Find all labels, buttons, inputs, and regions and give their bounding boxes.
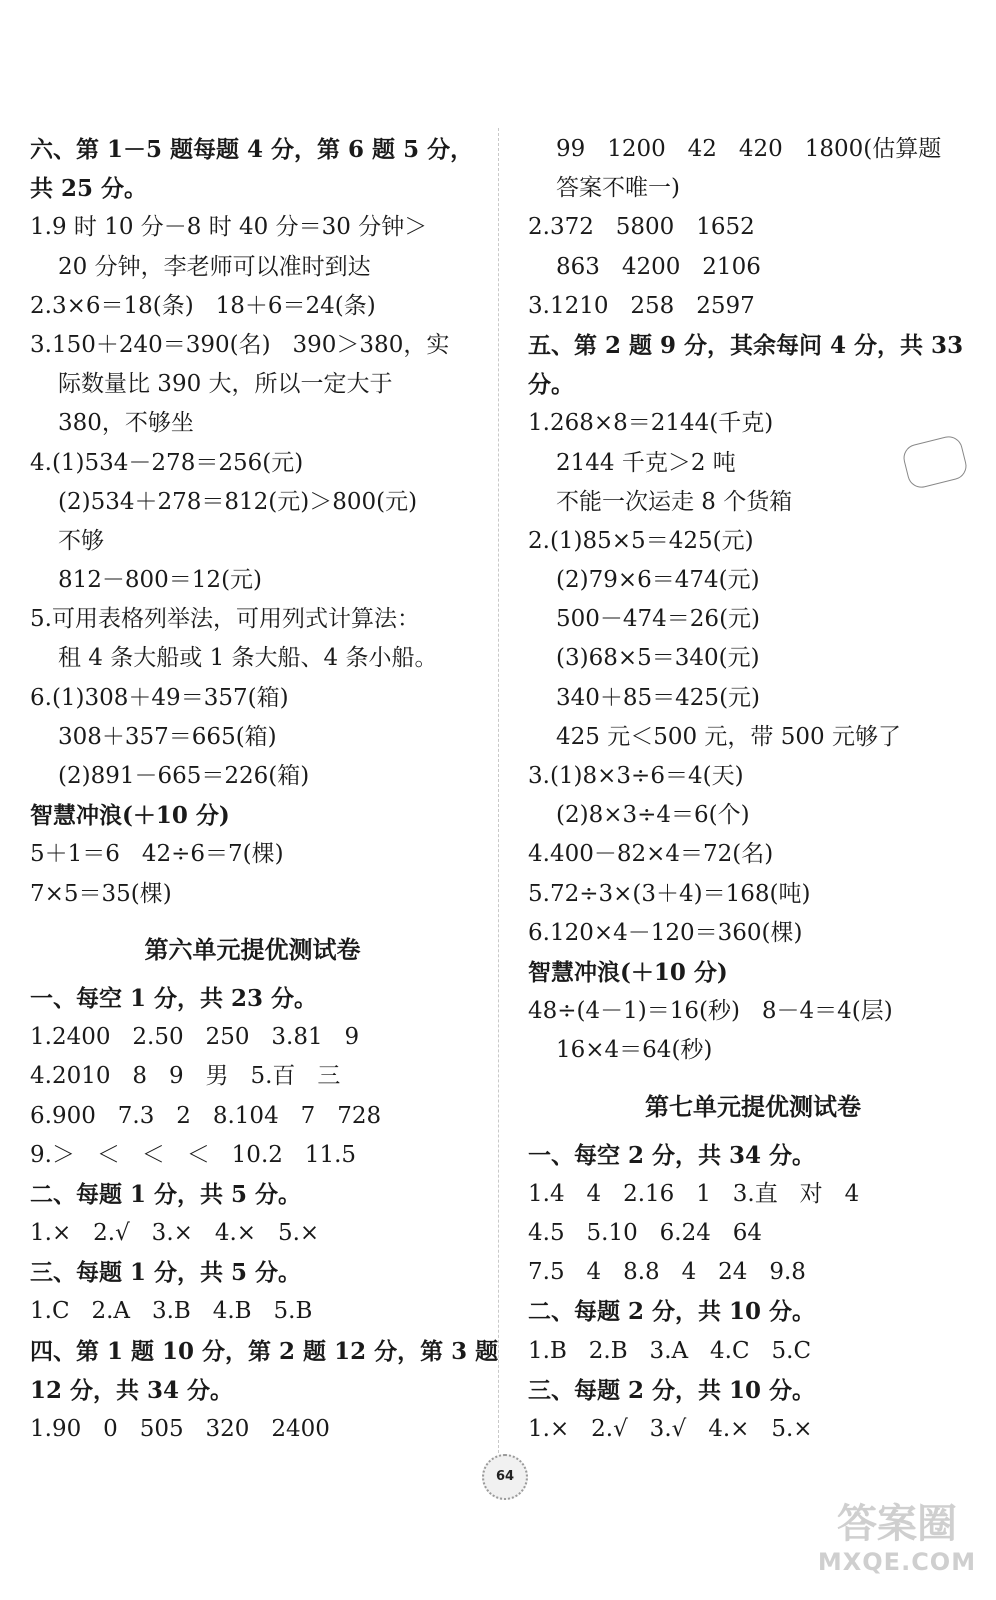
answer-line: 48÷(4－1)＝16(秒) 8－4＝4(层) — [528, 998, 893, 1025]
section-gap — [30, 914, 475, 930]
section-gap — [30, 969, 475, 979]
watermark-url: MXQE.COM — [817, 1548, 977, 1576]
watermark-logo — [808, 1500, 986, 1576]
answer-line: (2)8×3÷4＝6(个) — [556, 802, 750, 829]
answer-line: 340＋85＝425(元) — [556, 684, 761, 711]
score-heading: 智慧冲浪(＋10 分) — [528, 958, 728, 986]
answer-line: 5＋1＝6 42÷6＝7(棵) — [30, 841, 284, 868]
answer-line: 1.90 0 505 320 2400 — [30, 1416, 330, 1442]
score-heading: 共 25 分。 — [30, 175, 148, 203]
answer-line: 3.1210 258 2597 — [528, 292, 755, 319]
answer-line: 2.(1)85×5＝425(元) — [528, 527, 754, 554]
column-divider — [498, 128, 499, 1458]
answer-line: 1.4 4 2.16 1 3.直 对 4 — [528, 1180, 860, 1207]
section-heading: 第六单元提优测试卷 — [144, 934, 361, 964]
answer-line: 380，不够坐 — [58, 410, 194, 437]
watermark-title: 答案圈 — [837, 1501, 957, 1547]
score-heading: 分。 — [528, 371, 574, 399]
score-heading: 五、第 2 题 9 分，其余每问 4 分，共 33 — [528, 331, 964, 359]
answer-line: 6.120×4－120＝360(棵) — [528, 919, 803, 946]
answer-line: 20 分钟，李老师可以准时到达 — [58, 253, 371, 280]
score-heading: 二、每题 2 分，共 10 分。 — [528, 1298, 816, 1326]
section-gap — [528, 1126, 978, 1136]
answer-line: 1.C 2.A 3.B 4.B 5.B — [30, 1298, 313, 1325]
score-heading: 一、每空 1 分，共 23 分。 — [30, 984, 318, 1012]
section-gap — [528, 1071, 978, 1087]
score-heading: 智慧冲浪(＋10 分) — [30, 802, 230, 830]
answer-line: 6.(1)308＋49＝357(箱) — [30, 684, 289, 711]
answer-line: 425 元＜500 元，带 500 元够了 — [556, 723, 901, 750]
score-heading: 四、第 1 题 10 分，第 2 题 12 分，第 3 题 — [30, 1337, 499, 1365]
score-heading: 六、第 1－5 题每题 4 分，第 6 题 5 分， — [30, 136, 474, 163]
right-column — [528, 130, 978, 1449]
answer-line: (2)891－665＝226(箱) — [58, 763, 310, 789]
answer-line: 4.(1)534－278＝256(元) — [30, 449, 304, 476]
answer-line: (2)79×6＝474(元) — [556, 567, 760, 594]
page-number-badge: 64 — [482, 1454, 528, 1500]
answer-line: 不能一次运走 8 个货箱 — [556, 488, 793, 515]
answer-line: 308＋357＝665(箱) — [58, 723, 277, 750]
score-heading: 二、每题 1 分，共 5 分。 — [30, 1180, 302, 1208]
score-heading: 三、每题 2 分，共 10 分。 — [528, 1376, 816, 1404]
answer-line: 1.268×8＝2144(千克) — [528, 410, 774, 437]
answer-line: 4.400－82×4＝72(名) — [528, 841, 774, 868]
answer-line: 2.3×6＝18(条) 18＋6＝24(条) — [30, 292, 376, 319]
answer-line: 1.2400 2.50 250 3.81 9 — [30, 1024, 360, 1051]
answer-line: 6.900 7.3 2 8.104 7 728 — [30, 1102, 382, 1129]
answer-line: 812－800＝12(元) — [58, 567, 263, 594]
answer-line: 5.72÷3×(3＋4)＝168(吨) — [528, 880, 811, 907]
answer-line: 3.(1)8×3÷6＝4(天) — [528, 763, 744, 789]
answer-line: 际数量比 390 大，所以一定大于 — [58, 371, 393, 398]
score-heading: 12 分，共 34 分。 — [30, 1376, 234, 1404]
answer-line: (3)68×5＝340(元) — [556, 645, 760, 672]
answer-line: 7×5＝35(棵) — [30, 880, 172, 907]
answer-line: 16×4＝64(秒) — [556, 1037, 713, 1064]
score-heading: 一、每空 2 分，共 34 分。 — [528, 1141, 816, 1169]
score-heading: 三、每题 1 分，共 5 分。 — [30, 1259, 302, 1287]
answer-line: 1.B 2.B 3.A 4.C 5.C — [528, 1337, 812, 1364]
answer-line: 1.× 2.√ 3.√ 4.× 5.× — [528, 1416, 813, 1442]
left-column — [30, 130, 499, 1449]
answer-line: 答案不唯一) — [556, 175, 680, 202]
answer-line: 2144 千克＞2 吨 — [556, 449, 736, 476]
answer-line: 不够 — [58, 527, 104, 554]
answer-line: 863 4200 2106 — [556, 253, 761, 280]
answer-line: (2)534＋278＝812(元)＞800(元) — [58, 488, 418, 515]
answer-line: 4.5 5.10 6.24 64 — [528, 1220, 763, 1247]
answer-line: 1.9 时 10 分－8 时 40 分＝30 分钟＞ — [30, 214, 428, 241]
answer-line: 2.372 5800 1652 — [528, 214, 755, 241]
section-heading: 第七单元提优测试卷 — [645, 1091, 861, 1121]
answer-line: 9.＞ ＜ ＜ ＜ 10.2 11.5 — [30, 1141, 357, 1168]
answer-line: 3.150＋240＝390(名) 390＞380，实 — [30, 331, 450, 358]
answer-line: 租 4 条大船或 1 条大船、4 条小船。 — [58, 645, 438, 672]
answer-line: 1.× 2.√ 3.× 4.× 5.× — [30, 1220, 320, 1247]
answer-line: 99 1200 42 420 1800(估算题 — [556, 136, 942, 162]
answer-line: 5.可用表格列举法，可用列式计算法： — [30, 606, 420, 633]
answer-line: 4.2010 8 9 男 5.百 三 — [30, 1063, 341, 1090]
answer-line: 500－474＝26(元) — [556, 606, 761, 633]
answer-line: 7.5 4 8.8 4 24 9.8 — [528, 1259, 806, 1286]
